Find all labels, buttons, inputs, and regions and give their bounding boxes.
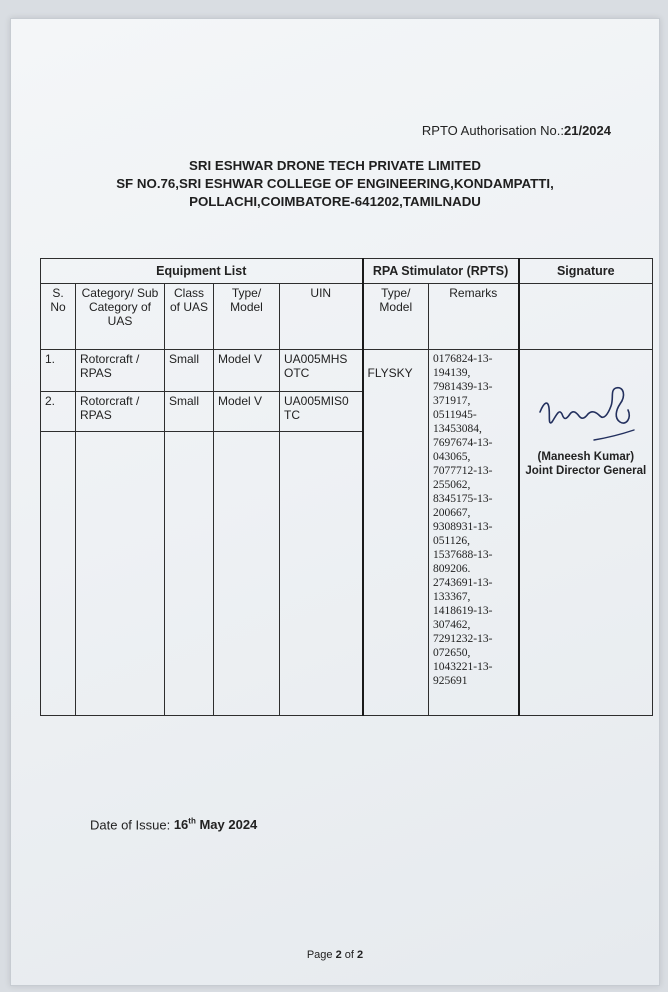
auth-label: RPTO Authorisation No.: <box>421 123 564 138</box>
issue-month-year: May 2024 <box>195 817 258 833</box>
document-page <box>10 18 660 986</box>
empty-cell <box>214 432 280 716</box>
row-2-class: Small <box>165 392 214 432</box>
empty-cell <box>280 432 363 716</box>
col-remarks: Remarks <box>429 284 519 350</box>
empty-cell <box>165 432 214 716</box>
remark-line: 0511945- <box>433 409 477 421</box>
equipment-table <box>40 258 653 716</box>
remark-line: 1537688-13- <box>433 549 493 561</box>
empty-cell <box>41 432 76 716</box>
remark-line: 200667, <box>433 507 471 519</box>
remark-line: 7077712-13- <box>433 465 493 477</box>
signature-icon <box>534 378 644 448</box>
date-of-issue <box>90 817 257 832</box>
issue-day: 16 <box>173 817 189 833</box>
signatory-block <box>520 450 653 478</box>
empty-cell <box>76 432 165 716</box>
company-address <box>11 157 659 211</box>
remark-line: 9308931-13- <box>433 521 493 533</box>
address-line-1: SF NO.76,SRI ESHWAR COLLEGE OF ENGINEERING,KONDAMPATTI, <box>116 176 554 191</box>
row-1-model: Model V <box>214 350 280 392</box>
row-1-uin: UA005MHS OTC <box>280 350 363 392</box>
table-row <box>41 350 653 392</box>
remark-line: 8345175-13- <box>433 493 493 505</box>
remark-line: 7697674-13- <box>433 437 493 449</box>
signature-sub-cell <box>519 284 653 350</box>
col-uin: UIN <box>280 284 363 350</box>
remark-line: 371917, <box>433 395 471 407</box>
remark-line: 7981439-13- <box>433 381 493 393</box>
col-model: Type/ Model <box>214 284 280 350</box>
remark-line: 1418619-13- <box>433 605 493 617</box>
col-sno: S. No <box>41 284 76 350</box>
page-number <box>11 949 659 961</box>
remark-line: 0176824-13- <box>433 353 493 365</box>
rpts-header: RPA Stimulator (RPTS) <box>363 259 519 284</box>
company-name: SRI ESHWAR DRONE TECH PRIVATE LIMITED <box>188 158 482 173</box>
authorisation-number <box>422 123 611 138</box>
row-1-category: Rotorcraft / RPAS <box>76 350 165 392</box>
row-2-sno: 2. <box>41 392 76 432</box>
remark-line: 133367, <box>433 591 471 603</box>
signatory-name: (Maneesh Kumar) <box>537 451 635 463</box>
signature-header: Signature <box>519 259 653 284</box>
row-1-sno: 1. <box>41 350 76 392</box>
row-2-model: Model V <box>214 392 280 432</box>
remark-line: 925691 <box>433 675 468 687</box>
page-of: of <box>341 949 358 961</box>
auth-number: 21/2024 <box>564 123 611 138</box>
remark-line: 043065, <box>433 451 471 463</box>
remark-line: 2743691-13- <box>433 577 493 589</box>
remark-line: 255062, <box>433 479 471 491</box>
page-total: 2 <box>357 949 364 961</box>
row-2-uin: UA005MIS0 TC <box>280 392 363 432</box>
col-category: Category/ Sub Category of UAS <box>76 284 165 350</box>
remark-line: 7291232-13- <box>433 633 493 645</box>
remark-line: 051126, <box>433 535 470 547</box>
remark-line: 194139, <box>433 367 471 379</box>
row-2-category: Rotorcraft / RPAS <box>76 392 165 432</box>
page-prefix: Page <box>306 949 336 961</box>
col-class: Class of UAS <box>165 284 214 350</box>
issue-day-suffix: th <box>188 817 196 826</box>
signature-cell <box>519 350 653 716</box>
remark-line: 13453084, <box>433 423 482 435</box>
issue-label: Date of Issue: <box>90 817 174 833</box>
page-current: 2 <box>335 949 342 961</box>
remark-line: 809206. <box>433 563 471 575</box>
remark-line: 307462, <box>433 619 471 631</box>
row-1-class: Small <box>165 350 214 392</box>
address-line-2: POLLACHI,COIMBATORE-641202,TAMILNADU <box>189 194 481 209</box>
remark-line: 072650, <box>433 647 471 659</box>
remarks-list <box>429 350 519 716</box>
col-rpts-model: Type/ Model <box>363 284 429 350</box>
remark-line: 1043221-13- <box>433 661 493 673</box>
signatory-designation: Joint Director General <box>525 465 647 477</box>
rpts-model-value: FLYSKY <box>363 350 429 716</box>
equipment-list-header: Equipment List <box>41 259 363 284</box>
